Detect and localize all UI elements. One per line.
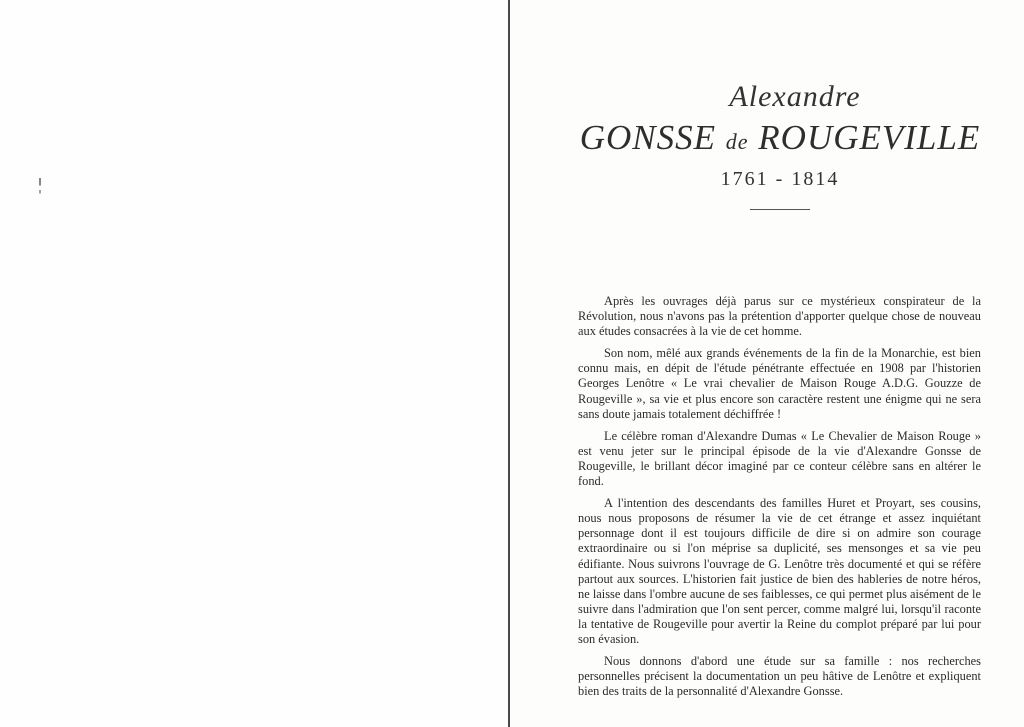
paragraph-4: A l'intention des descendants des familles Huret et Proyart, ses cousins, nous nous proposons de résumer la vie de cet étrange et assez inquiétant personnage dont il est toujours difficile de dire si on admire son courage extraordinaire ou si l'on méprise sa duplicité, ses mensonges et sa vie peu édifiante. Nous suivrons l'ouvrage de G. Lenôtre très documenté et qui se réfère partout aux sources. L'historien fait justice de bien des hableries de notre héros, ne laisse dans l'ombre aucune de ses faiblesses, ce qui permet plus aisément de le suivre dans l'admiration que l'on sent percer, comme malgré lui, lorsqu'il raconte la tentative de Rougeville pour avertir la Reine du complot préparé par lui pour son évasion.	[578, 496, 981, 646]
title-surname	[560, 118, 1000, 158]
body-text	[578, 294, 981, 706]
left-page-blank	[0, 0, 508, 727]
paragraph-1: Après les ouvrages déjà parus sur ce mystérieux conspirateur de la Révolution, nous n'avons pas la prétention d'apporter quelque chose de nouveau aux études consacrées à la vie de cet homme.	[578, 294, 981, 339]
paragraph-3: Le célèbre roman d'Alexandre Dumas « Le Chevalier de Maison Rouge » est venu jeter sur le principal épisode de la vie d'Alexandre Gonsse de Rougeville, le brillant décor imaginé par ce conteur célèbre sans en altérer le fond.	[578, 428, 981, 489]
title-first-name: Alexandre	[729, 80, 861, 113]
surname-part1: GONSSE	[579, 118, 717, 157]
title-divider	[750, 209, 810, 210]
title-block	[560, 80, 1000, 210]
paper-speck	[39, 178, 41, 200]
surname-particle: de	[725, 129, 749, 154]
surname-part2: ROUGEVILLE	[758, 118, 981, 157]
paragraph-2: Son nom, mêlé aux grands événements de la fin de la Monarchie, est bien connu mais, en dépit de l'étude pénétrante effectuée en 1908 par l'historien Georges Lenôtre « Le vrai chevalier de Maison Rouge A.D.G. Gouzze de Rougeville », sa vie et plus encore son caractère restent une énigme qui ne sera sans doute jamais totalement déchiffrée !	[578, 346, 981, 421]
paragraph-5: Nous donnons d'abord une étude sur sa famille : nos recherches personnelles précisent la documentation un peu hâtive de Lenôtre et expliquent bien des traits de la personnalité d'Alexandre Gonsse.	[578, 654, 981, 699]
title-years: 1761 - 1814	[720, 168, 840, 190]
